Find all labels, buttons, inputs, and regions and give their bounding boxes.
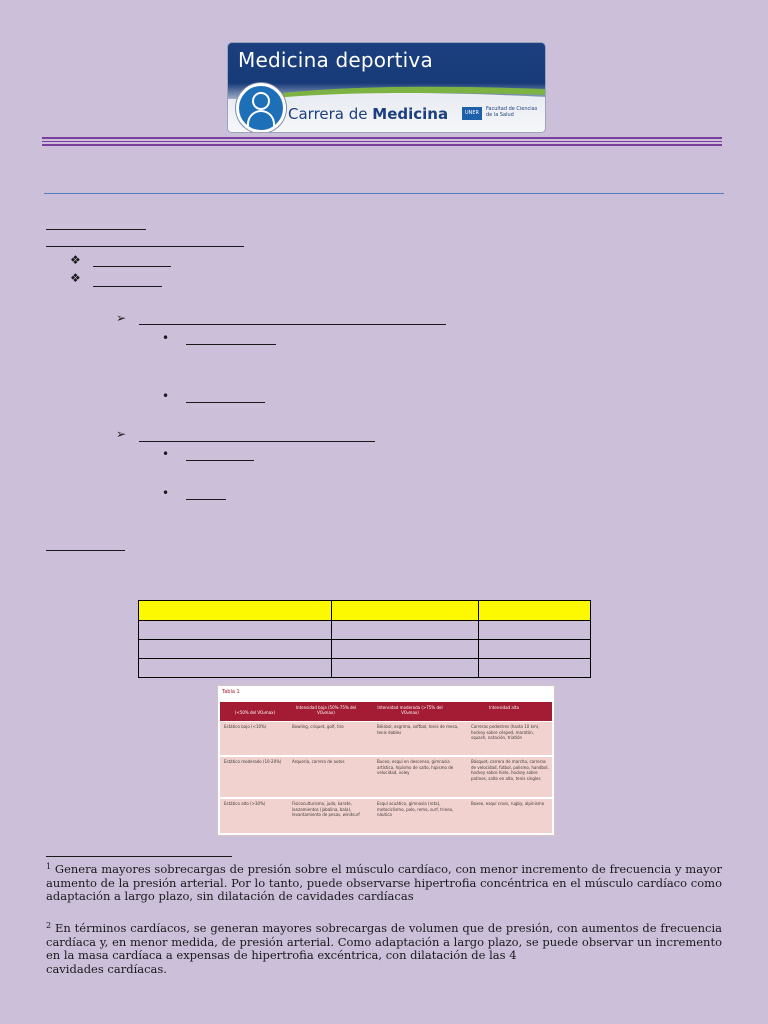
bullet-dot-icon: • <box>162 447 170 461</box>
table-cell: Boxeo, esquí cross, rugby, alpinismo <box>471 801 545 806</box>
list-item-underline <box>93 286 162 287</box>
footnote-number: 2 <box>46 921 52 930</box>
subheading-underline <box>139 441 375 442</box>
list-item-underline <box>186 499 226 500</box>
bullet-dot-icon: • <box>162 389 170 403</box>
bullet-diamond-icon: ❖ <box>70 271 81 285</box>
footnote-2 <box>46 922 722 976</box>
table-cell: Béisbol, esgrima, softbol, tenis de mesa, tenis dobles <box>377 724 459 735</box>
table-cell <box>139 621 332 640</box>
header-banner: Medicina deportiva Carrera de Medicina UNER Facultad de Ciencias de la Salud <box>227 42 546 133</box>
table-cell: Bowling, criquet, golf, tiro <box>292 724 344 729</box>
table-cell <box>139 659 332 678</box>
header-cell: Intensidad alta <box>489 705 519 710</box>
doctor-icon <box>236 83 286 133</box>
divider-blue <box>44 193 724 194</box>
table-cell <box>479 659 591 678</box>
list-item-underline <box>186 344 276 345</box>
table-cell <box>332 601 479 621</box>
header-cell: Intensidad moderada (>75% del VO₂max) <box>377 705 443 715</box>
table-cell <box>332 640 479 659</box>
bullet-arrow-icon: ➢ <box>116 311 127 325</box>
list-item-underline <box>186 460 254 461</box>
banner-title: Medicina deportiva <box>238 48 433 72</box>
footnote-number: 1 <box>46 862 52 871</box>
heading-underline-1 <box>46 229 146 230</box>
heading-underline-3 <box>46 550 125 551</box>
table-cell: Básquet, carrera de marcha, carreras de velocidad, fútbol, polismo, handbol, hockey sobre hielo, hockey sobre patines, salto en alto, tenis singles <box>471 759 549 781</box>
table-header <box>220 702 552 721</box>
table-cell: Carreras pedestres (hasta 10 km), hockey sobre césped, maratón, squash, natación, triatlón <box>471 724 540 740</box>
banner-subtitle: Carrera de Medicina <box>288 105 449 123</box>
table-caption: Tabla 1 <box>222 689 240 695</box>
table-cell <box>479 621 591 640</box>
table-cell: Estático moderado (10-20%) <box>224 759 282 764</box>
table-cell <box>479 640 591 659</box>
bullet-diamond-icon: ❖ <box>70 253 81 267</box>
heading-underline-2 <box>46 246 244 247</box>
empty-table <box>138 600 591 678</box>
header-cell: Intensidad baja (50%-75% del VO₂max) <box>295 705 357 715</box>
table-row <box>220 722 552 755</box>
table-cell <box>139 640 332 659</box>
footnote-separator <box>46 856 232 857</box>
table-cell: Fisicoculturismo, judo, karate, lanzamientos (jabalina, bala), levantamiento de pesas, windsurf <box>292 801 360 817</box>
table-cell <box>332 659 479 678</box>
table-cell: Esquí acuático, gimnasia (rota), motociclismo, polo, remo, surf, trineo, náutica <box>377 801 454 817</box>
table-cell: Estático alto (>30%) <box>224 801 266 806</box>
table-row <box>139 659 591 678</box>
uner-logo: UNER <box>462 107 482 120</box>
subheading-underline <box>139 324 446 325</box>
table-cell: Buceo, esquí en descenso, gimnasia artística, hípismo de salto, hípismo de velocidad, voley <box>377 759 454 775</box>
table-row <box>139 621 591 640</box>
list-item-underline <box>186 402 265 403</box>
table-cell <box>332 621 479 640</box>
footnote-text: Genera mayores sobrecargas de presión sobre el músculo cardíaco, con menor incremento de frecuencia y mayor aumento de la presión arterial. Por lo tanto, puede observarse hipertrofia concéntrica en el músculo cardíaco como adaptación a largo plazo, sin dilatación de cavidades cardíacas <box>46 862 722 903</box>
table-row <box>139 640 591 659</box>
divider-purple-top <box>42 137 722 139</box>
bullet-arrow-icon: ➢ <box>116 427 127 441</box>
bullet-dot-icon: • <box>162 486 170 500</box>
divider-purple-bottom <box>42 144 722 146</box>
table-cell: Estático bajo (<10%) <box>224 724 267 729</box>
footnote-text: En términos cardíacos, se generan mayores sobrecargas de volumen que de presión, con aumentos de frecuencia cardíaca y, en menor medida, de presión arterial. Como adaptación a largo plazo, se puede observar un incremento en la masa cardíaca a expensas de hipertrofia excéntrica, con dilatación de las 4 <box>46 921 722 962</box>
list-item-underline <box>93 266 171 267</box>
divider-purple-mid <box>42 141 722 142</box>
table-header-row <box>139 601 591 621</box>
sports-classification-table-image <box>217 685 555 836</box>
footnote-text-tail: cavidades cardíacas. <box>46 961 167 976</box>
table-cell <box>139 601 332 621</box>
table-cell <box>479 601 591 621</box>
footnote-1 <box>46 863 722 904</box>
table-cell: Arquería, carrera de autos <box>292 759 345 764</box>
bullet-dot-icon: • <box>162 331 170 345</box>
table-row <box>220 799 552 833</box>
header-cell: (<50% del VO₂max) <box>234 710 276 715</box>
table-row <box>220 757 552 797</box>
